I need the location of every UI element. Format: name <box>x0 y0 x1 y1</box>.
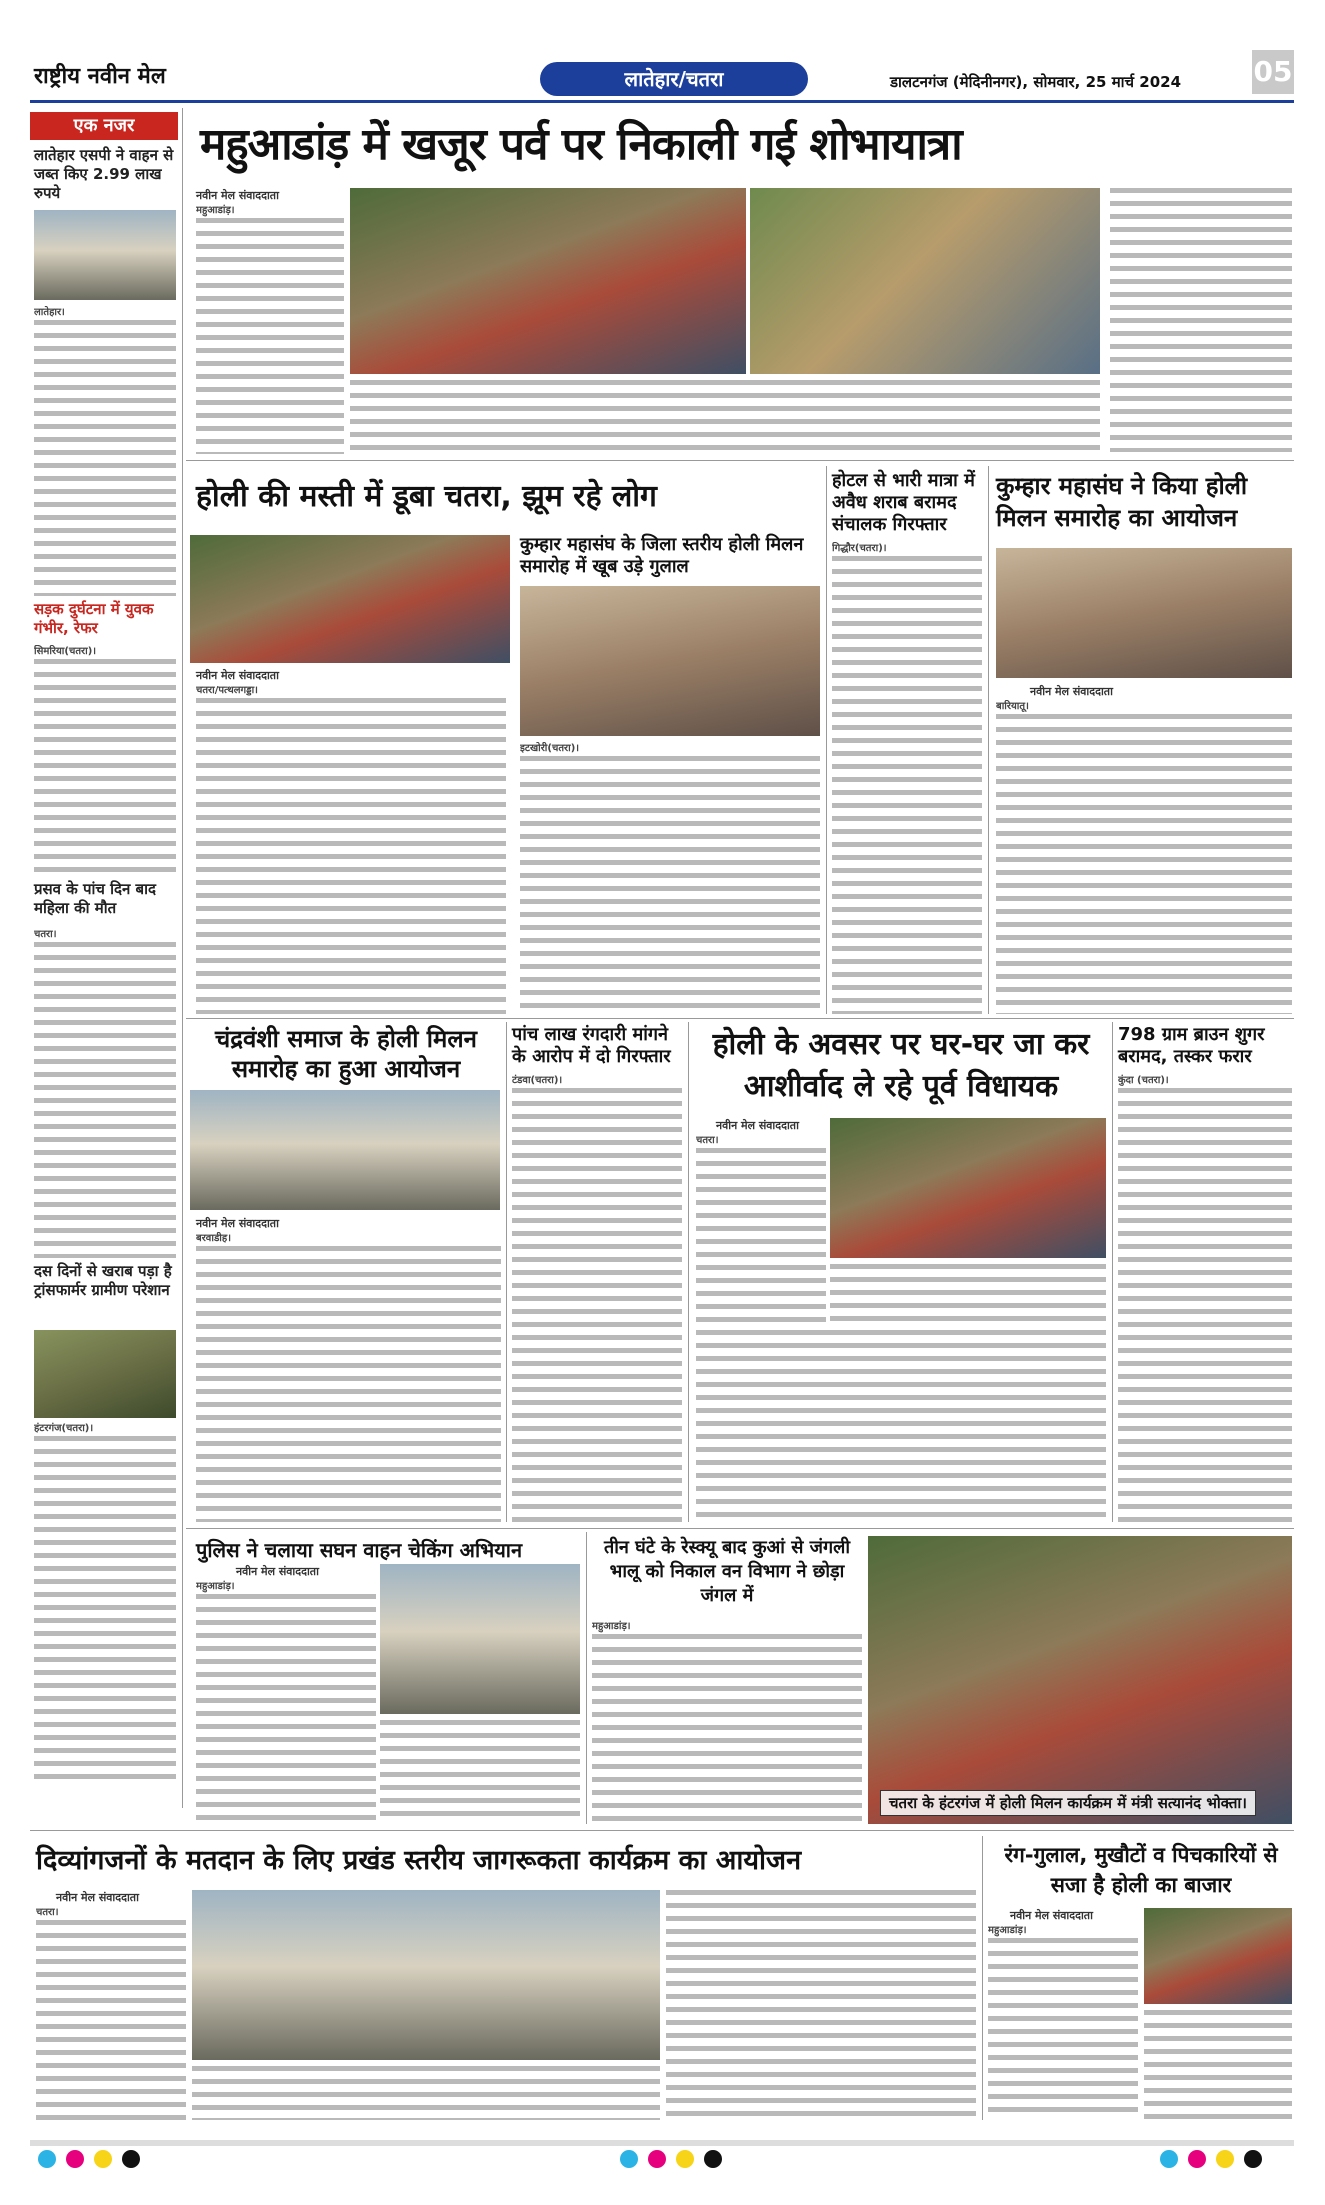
footer-registration-right <box>1160 2150 1272 2172</box>
registration-dot-yellow <box>676 2150 694 2168</box>
bear-lines <box>592 1634 862 1824</box>
market-body <box>988 1924 1138 2120</box>
mla-lines-2 <box>830 1264 1106 1324</box>
market-lines <box>988 1938 1138 2120</box>
mla-lines-3 <box>696 1330 1106 1522</box>
divider-v-4 <box>688 1022 689 1522</box>
divyang-lines-1 <box>36 1920 186 2120</box>
footer-registration-left <box>38 2150 150 2172</box>
liquor-body <box>832 542 982 1014</box>
page-number: 05 <box>1252 50 1294 94</box>
kumhar-chatra-lines <box>520 756 820 1014</box>
kumhar-chatra-dateline: इटखोरी(चतरा)। <box>520 743 580 754</box>
paper-logo: राष्ट्रीय नवीन मेल <box>34 63 166 89</box>
divyang-lines-2 <box>192 2066 660 2120</box>
kumhar-milan-dateline: बारियातू। <box>996 701 1029 712</box>
divider-v-1 <box>826 466 827 1014</box>
bear-dateline: महुआडांड़। <box>592 1621 631 1632</box>
sidebar-story-4 <box>34 1422 176 1782</box>
ransom-body <box>512 1074 682 1522</box>
divider-3 <box>186 1528 1294 1529</box>
ransom-headline: पांच लाख रंगदारी मांगने के आरोप में दो गिरफ्तार <box>512 1024 671 1067</box>
registration-dot-black <box>1244 2150 1262 2168</box>
divyang-photo <box>192 1890 660 2060</box>
ransom-dateline: टंडवा(चतरा)। <box>512 1075 563 1086</box>
sidebar-photo-4 <box>34 1330 176 1418</box>
sugar-dateline: कुंदा (चतरा)। <box>1118 1075 1169 1086</box>
sidebar-headline-3: प्रसव के पांच दिन बाद महिला की मौत <box>34 880 156 917</box>
bear-body <box>592 1620 862 1824</box>
divider-v-2 <box>988 466 989 1014</box>
divyang-byline: नवीन मेल संवाददाता <box>56 1891 139 1904</box>
vehicle-check-lines-2 <box>380 1720 580 1824</box>
sidebar-story-2 <box>34 645 176 875</box>
chandravanshi-headline: चंद्रवंशी समाज के होली मिलन समारोह का हुआ आयोजन <box>215 1025 477 1083</box>
chandravanshi-byline: नवीन मेल संवाददाता <box>196 1217 279 1230</box>
registration-dot-cyan <box>38 2150 56 2168</box>
divider-v-3 <box>506 1022 507 1522</box>
holi-chatra-photo <box>190 535 510 663</box>
kumhar-chatra-headline: कुम्हार महासंघ के जिला स्तरीय होली मिलन समारोह में खूब उड़े गुलाल <box>520 534 804 577</box>
registration-dot-magenta <box>648 2150 666 2168</box>
market-lines-2 <box>1144 2010 1292 2120</box>
sidebar-headline-4: दस दिनों से खराब पड़ा है ट्रांसफार्मर ग्रामीण परेशान <box>34 1262 172 1299</box>
mla-dateline: चतरा। <box>696 1135 719 1146</box>
mla-byline: नवीन मेल संवाददाता <box>716 1119 799 1132</box>
sugar-headline: 798 ग्राम ब्राउन शुगर बरामद, तस्कर फरार <box>1118 1024 1265 1067</box>
sidebar-body-2 <box>34 659 176 875</box>
lead-body-right <box>1110 188 1292 452</box>
holi-chatra-lines <box>196 698 506 1014</box>
registration-dot-yellow <box>1216 2150 1234 2168</box>
divider-4 <box>30 1830 1294 1831</box>
vehicle-check-headline: पुलिस ने चलाया सघन वाहन चेकिंग अभियान <box>196 1538 523 1562</box>
sidebar-label: एक नजर <box>30 112 178 140</box>
holi-chatra-dateline: चतरा/पत्थलगड्डा। <box>196 685 258 696</box>
kumhar-milan-headline: कुम्हार महासंघ ने किया होली मिलन समारोह का आयोजन <box>996 472 1248 532</box>
vehicle-check-dateline: महुआडांड़। <box>196 1581 235 1592</box>
sidebar-body-1 <box>34 320 176 596</box>
market-headline: रंग-गुलाल, मुखौटों व पिचकारियों से सजा है होली का बाजार <box>1004 1843 1278 1897</box>
chandravanshi-photo <box>190 1090 500 1210</box>
market-photo <box>1144 1908 1292 2004</box>
footer-rule <box>30 2140 1294 2146</box>
holi-chatra-headline: होली की मस्ती में डूबा चतरा, झूम रहे लोग <box>196 479 657 514</box>
kumhar-milan-byline: नवीन मेल संवाददाता <box>1030 685 1113 698</box>
sugar-body <box>1118 1074 1292 1522</box>
kumhar-chatra-photo <box>520 586 820 736</box>
divider-v-7 <box>982 1836 983 2120</box>
holi-chatra-byline: नवीन मेल संवाददाता <box>196 669 279 682</box>
registration-dot-yellow <box>94 2150 112 2168</box>
market-byline: नवीन मेल संवाददाता <box>1010 1909 1093 1922</box>
ransom-lines <box>512 1088 682 1522</box>
vehicle-check-photo <box>380 1564 580 1714</box>
lead-headline: महुआडांड़ में खजूर पर्व पर निकाली गई शोभायात्रा <box>200 119 962 170</box>
chandravanshi-body <box>196 1232 501 1522</box>
minister-photo <box>868 1536 1292 1824</box>
divyang-headline: दिव्यांगजनों के मतदान के लिए प्रखंड स्तरीय जागरूकता कार्यक्रम का आयोजन <box>36 1845 802 1876</box>
sidebar-dateline-2: सिमरिया(चतरा)। <box>34 646 97 657</box>
sidebar-divider <box>182 108 183 1808</box>
divyang-lines-3 <box>666 1890 976 2120</box>
sidebar-headline-1: लातेहार एसपी ने वाहन से जब्त किए 2.99 लाख रुपये <box>34 146 174 202</box>
lead-body-col1 <box>196 204 344 454</box>
vehicle-check-body <box>196 1580 376 1824</box>
top-rule <box>30 100 1294 103</box>
lead-body-bottom <box>350 380 1100 452</box>
section-badge: लातेहार/चतरा <box>540 62 808 96</box>
sidebar-headline-2: सड़क दुर्घटना में युवक गंभीर, रेफर <box>34 600 154 637</box>
lead-dateline: महुआडांड़। <box>196 205 235 216</box>
kumhar-milan-lines <box>996 714 1292 1014</box>
liquor-lines <box>832 556 982 1014</box>
bear-headline: तीन घंटे के रेस्क्यू बाद कुआं से जंगली भालू को निकाल वन विभाग ने छोड़ा जंगल में <box>604 1537 850 1606</box>
sidebar-body-3 <box>34 942 176 1258</box>
sidebar-dateline-1: लातेहार। <box>34 307 65 318</box>
holi-chatra-body <box>196 684 506 1014</box>
vehicle-check-byline: नवीन मेल संवाददाता <box>236 1565 319 1578</box>
registration-dot-cyan <box>620 2150 638 2168</box>
vehicle-check-lines <box>196 1594 376 1824</box>
divider-2 <box>186 1018 1294 1019</box>
divider-1 <box>186 460 1294 461</box>
sidebar-story-3 <box>34 928 176 1258</box>
sidebar-story-1 <box>34 306 176 596</box>
registration-dot-black <box>704 2150 722 2168</box>
liquor-headline: होटल से भारी मात्रा में अवैध शराब बरामद संचालक गिरफ्तार <box>832 470 975 535</box>
dateline: डालटनगंज (मेदिनीनगर), सोमवार, 25 मार्च 2024 <box>890 73 1182 91</box>
chandravanshi-lines <box>196 1246 501 1522</box>
minister-photo-caption: चतरा के हंटरगंज में होली मिलन कार्यक्रम में मंत्री सत्यानंद भोक्ता। <box>880 1790 1256 1816</box>
lead-photo-right <box>750 188 1100 374</box>
chandravanshi-dateline: बरवाडीह। <box>196 1233 231 1244</box>
divider-v-5 <box>1112 1022 1113 1522</box>
kumhar-milan-body <box>996 700 1292 1014</box>
mla-headline: होली के अवसर पर घर-घर जा कर आशीर्वाद ले रहे पूर्व विधायक <box>712 1027 1090 1104</box>
divider-v-6 <box>586 1532 587 1824</box>
kumhar-chatra-body <box>520 742 820 1014</box>
sidebar-body-4 <box>34 1436 176 1782</box>
registration-dot-cyan <box>1160 2150 1178 2168</box>
registration-dot-magenta <box>1188 2150 1206 2168</box>
mla-photo <box>830 1118 1106 1258</box>
sugar-lines <box>1118 1088 1292 1522</box>
footer-registration-center <box>620 2150 732 2172</box>
kumhar-milan-photo <box>996 548 1292 678</box>
registration-dot-magenta <box>66 2150 84 2168</box>
lead-byline: नवीन मेल संवाददाता <box>196 189 279 202</box>
mla-lines-1 <box>696 1148 826 1324</box>
registration-dot-black <box>122 2150 140 2168</box>
market-dateline: महुआडांड़। <box>988 1925 1027 1936</box>
divyang-dateline: चतरा। <box>36 1907 59 1918</box>
sidebar-dateline-4: हंटरगंज(चतरा)। <box>34 1423 94 1434</box>
mla-body-col1 <box>696 1134 826 1324</box>
lead-photo-left <box>350 188 746 374</box>
sidebar-dateline-3: चतरा। <box>34 929 57 940</box>
liquor-dateline: गिद्धौर(चतरा)। <box>832 543 887 554</box>
divyang-body-col1 <box>36 1906 186 2120</box>
sidebar-photo-1 <box>34 210 176 300</box>
lead-body-lines-1 <box>196 218 344 454</box>
